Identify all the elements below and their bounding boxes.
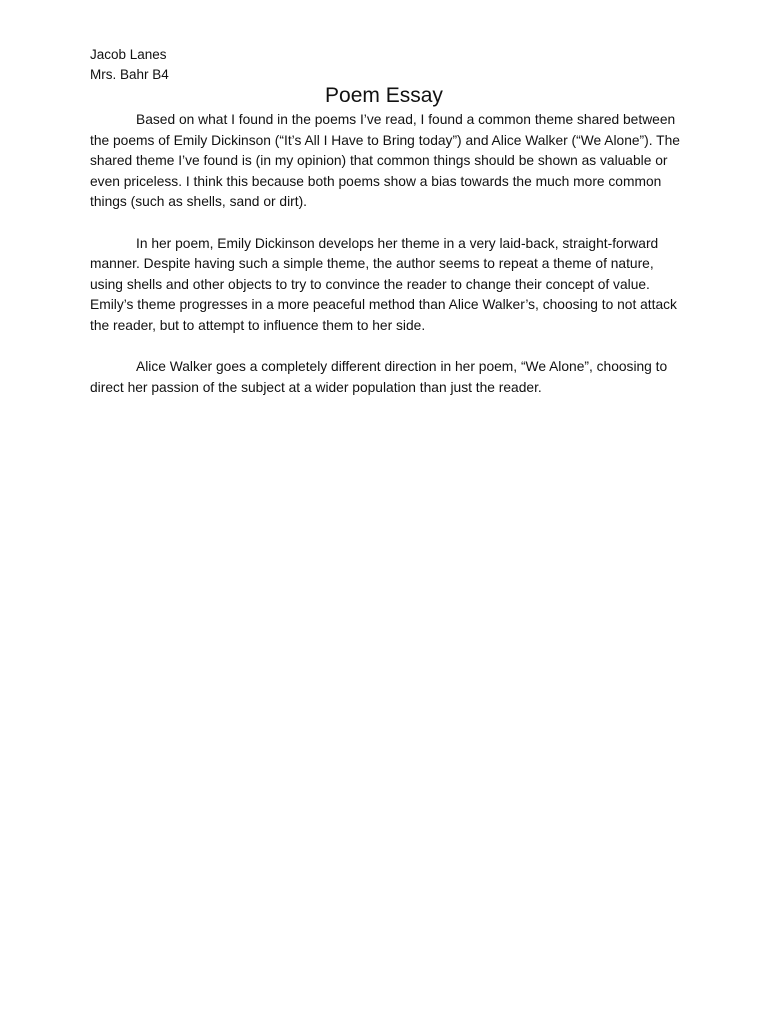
paragraph-1: Based on what I found in the poems I’ve read, I found a common theme shared between the poems of Emily Dickinson (“It’s All I Have to Bring today”) and Alice Walker (“We Alone”). The shared theme I’ve found is (in my opinion) that common things should be shown as valuable or even priceless. I think this because both poems show a bias towards the much more common things (such as shells, sand or dirt). bbox=[90, 112, 680, 210]
essay-header bbox=[90, 45, 690, 85]
teacher-class: Mrs. Bahr B4 bbox=[90, 67, 169, 82]
paragraph-3: Alice Walker goes a completely different direction in her poem, “We Alone”, choosing to direct her passion of the subject at a wider population than just the reader. bbox=[90, 359, 668, 395]
essay-body bbox=[90, 110, 680, 419]
essay-title: Poem Essay bbox=[325, 84, 443, 107]
paragraph-2: In her poem, Emily Dickinson develops her theme in a very laid-back, straight-forward manner. Despite having such a simple theme, the author seems to repeat a theme of nature, using shells and other objects to try to convince the reader to change their concept of value. Emily’s theme progresses in a more peaceful method than Alice Walker’s, choosing to not attack the reader, but to attempt to influence them to her side. bbox=[90, 235, 677, 333]
author-name: Jacob Lanes bbox=[90, 47, 167, 62]
